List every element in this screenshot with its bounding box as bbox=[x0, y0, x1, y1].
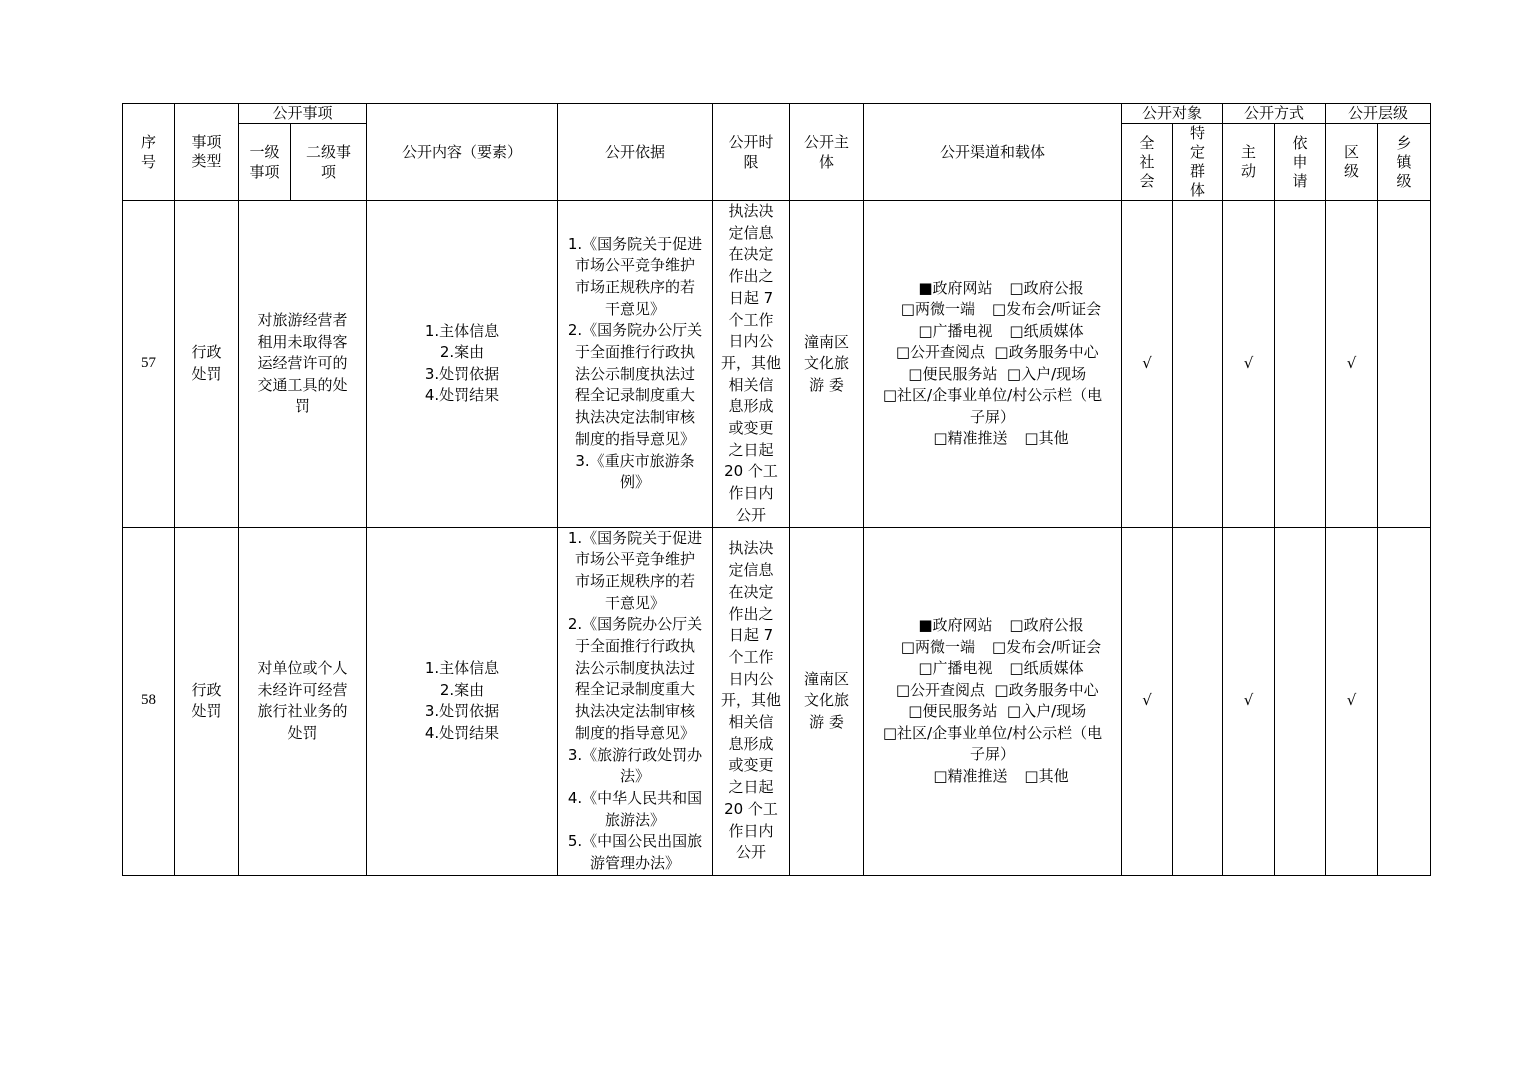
channel-option: □精准推送 bbox=[933, 766, 1008, 785]
cell-town bbox=[1378, 201, 1431, 528]
channel-option: ■政府网站 bbox=[918, 278, 993, 297]
header-public-items: 公开事项 bbox=[239, 104, 367, 124]
table-row bbox=[123, 527, 1431, 875]
channel-option: ■政府网站 bbox=[918, 616, 993, 635]
channel-option: 子屏） bbox=[970, 745, 1016, 764]
channel-option: □政务服务中心 bbox=[994, 343, 1099, 362]
row-seq: 58 bbox=[123, 527, 175, 875]
channel-option: □入户/现场 bbox=[1006, 364, 1087, 383]
channel-pair bbox=[864, 278, 1121, 300]
row-item-name: 对旅游经营者 租用未取得客 运经营许可的 交通工具的处 罚 bbox=[239, 201, 367, 528]
checkmark-district: √ bbox=[1326, 201, 1378, 528]
header-level-town: 乡 镇 级 bbox=[1378, 124, 1431, 201]
table-row bbox=[123, 201, 1431, 528]
channel-option: □社区/企事业单位/村公示栏（电 bbox=[882, 386, 1103, 405]
channel-pair bbox=[864, 615, 1121, 637]
row-item-name: 对单位或个人 未经许可经营 旅行社业务的 处罚 bbox=[239, 527, 367, 875]
channel-option: □两微一端 bbox=[900, 637, 975, 656]
channel-option: □公开查阅点 bbox=[895, 680, 986, 699]
checkmark-active: √ bbox=[1223, 201, 1275, 528]
channel-option: □精准推送 bbox=[933, 429, 1008, 448]
row-content: 1.主体信息 2.案由 3.处罚依据 4.处罚结果 bbox=[367, 201, 558, 528]
channel-option: □发布会/听证会 bbox=[991, 300, 1102, 319]
header-row-1 bbox=[123, 104, 1431, 124]
header-audience-specific: 特 定 群 体 bbox=[1173, 124, 1223, 201]
header-level2: 二级事项 bbox=[291, 124, 367, 201]
header-subject: 公开主体 bbox=[790, 104, 864, 201]
channel-pair bbox=[864, 766, 1121, 788]
channel-option: □其他 bbox=[1024, 429, 1069, 448]
channel-option: □广播电视 bbox=[918, 321, 993, 340]
checkmark-all-society: √ bbox=[1122, 527, 1173, 875]
channel-option: □其他 bbox=[1024, 766, 1069, 785]
channel-option: □纸质媒体 bbox=[1009, 321, 1084, 340]
row-basis: 1.《国务院关于促进 市场公平竞争维护 市场正规秩序的若 干意见》 2.《国务院办公厅关 于全面推行行政执 法公示制度执法过 程全记录制度重大 执法决定法制审核 制度的指导意见》 3.《旅游行政处罚办 法》 4.《中华人民共和国 旅游法》 5.《中国公民出国旅 游管理办法》 bbox=[558, 527, 713, 875]
channel-option: □政府公报 bbox=[1009, 616, 1084, 635]
header-audience-all: 全 社 会 bbox=[1122, 124, 1173, 201]
disclosure-table bbox=[122, 103, 1431, 876]
header-channels: 公开渠道和载体 bbox=[864, 104, 1122, 201]
cell-by-request bbox=[1275, 201, 1326, 528]
channel-pair bbox=[864, 658, 1121, 680]
row-seq: 57 bbox=[123, 201, 175, 528]
header-mode-active: 主 动 bbox=[1223, 124, 1275, 201]
row-channels bbox=[864, 527, 1122, 875]
header-basis: 公开依据 bbox=[558, 104, 713, 201]
cell-town bbox=[1378, 527, 1431, 875]
channel-option: □纸质媒体 bbox=[1009, 659, 1084, 678]
channel-pair bbox=[864, 680, 1121, 702]
row-basis: 1.《国务院关于促进 市场公平竞争维护 市场正规秩序的若 干意见》 2.《国务院办公厅关 于全面推行行政执 法公示制度执法过 程全记录制度重大 执法决定法制审核 制度的指导意见》 3.《重庆市旅游条 例》 bbox=[558, 201, 713, 528]
channel-option: □政府公报 bbox=[1009, 278, 1084, 297]
row-subject: 潼南区 文化旅 游 委 bbox=[790, 201, 864, 528]
channel-option: □政务服务中心 bbox=[994, 680, 1099, 699]
cell-specific-group bbox=[1173, 201, 1223, 528]
row-content: 1.主体信息 2.案由 3.处罚依据 4.处罚结果 bbox=[367, 527, 558, 875]
row-time-limit: 执法决 定信息 在决定 作出之 日起 7 个工作 日内公 开，其他 相关信 息形成 或变更 之日起 20 个工 作日内 公开 bbox=[713, 201, 790, 528]
header-level: 公开层级 bbox=[1326, 104, 1431, 124]
checkmark-active: √ bbox=[1223, 527, 1275, 875]
channel-pair bbox=[864, 637, 1121, 659]
cell-specific-group bbox=[1173, 527, 1223, 875]
header-time-limit: 公开时限 bbox=[713, 104, 790, 201]
cell-by-request bbox=[1275, 527, 1326, 875]
header-item-type: 事项类型 bbox=[175, 104, 239, 201]
channel-pair bbox=[864, 428, 1121, 450]
channel-option: □广播电视 bbox=[918, 659, 993, 678]
header-content: 公开内容（要素） bbox=[367, 104, 558, 201]
row-type: 行政 处罚 bbox=[175, 201, 239, 528]
row-channels bbox=[864, 201, 1122, 528]
channel-option: □入户/现场 bbox=[1006, 702, 1087, 721]
channel-pair bbox=[864, 342, 1121, 364]
header-audience: 公开对象 bbox=[1122, 104, 1223, 124]
checkmark-all-society: √ bbox=[1122, 201, 1173, 528]
channel-option: □社区/企事业单位/村公示栏（电 bbox=[882, 723, 1103, 742]
channel-option: □公开查阅点 bbox=[895, 343, 986, 362]
checkmark-district: √ bbox=[1326, 527, 1378, 875]
channel-pair bbox=[864, 701, 1121, 723]
channel-pair bbox=[864, 321, 1121, 343]
channel-pair bbox=[864, 364, 1121, 386]
row-subject: 潼南区 文化旅 游 委 bbox=[790, 527, 864, 875]
header-level1: 一级事项 bbox=[239, 124, 291, 201]
channel-pair bbox=[864, 299, 1121, 321]
header-mode: 公开方式 bbox=[1223, 104, 1326, 124]
channel-option: □发布会/听证会 bbox=[991, 637, 1102, 656]
row-time-limit: 执法决 定信息 在决定 作出之 日起 7 个工作 日内公 开，其他 相关信 息形成 或变更 之日起 20 个工 作日内 公开 bbox=[713, 527, 790, 875]
channel-option: □两微一端 bbox=[900, 300, 975, 319]
channel-option: □便民服务站 bbox=[908, 702, 998, 721]
channel-option: 子屏） bbox=[970, 407, 1016, 426]
row-type: 行政 处罚 bbox=[175, 527, 239, 875]
header-mode-request: 依 申 请 bbox=[1275, 124, 1326, 201]
channel-option: □便民服务站 bbox=[908, 364, 998, 383]
header-level-district: 区 级 bbox=[1326, 124, 1378, 201]
header-seq: 序号 bbox=[123, 104, 175, 201]
